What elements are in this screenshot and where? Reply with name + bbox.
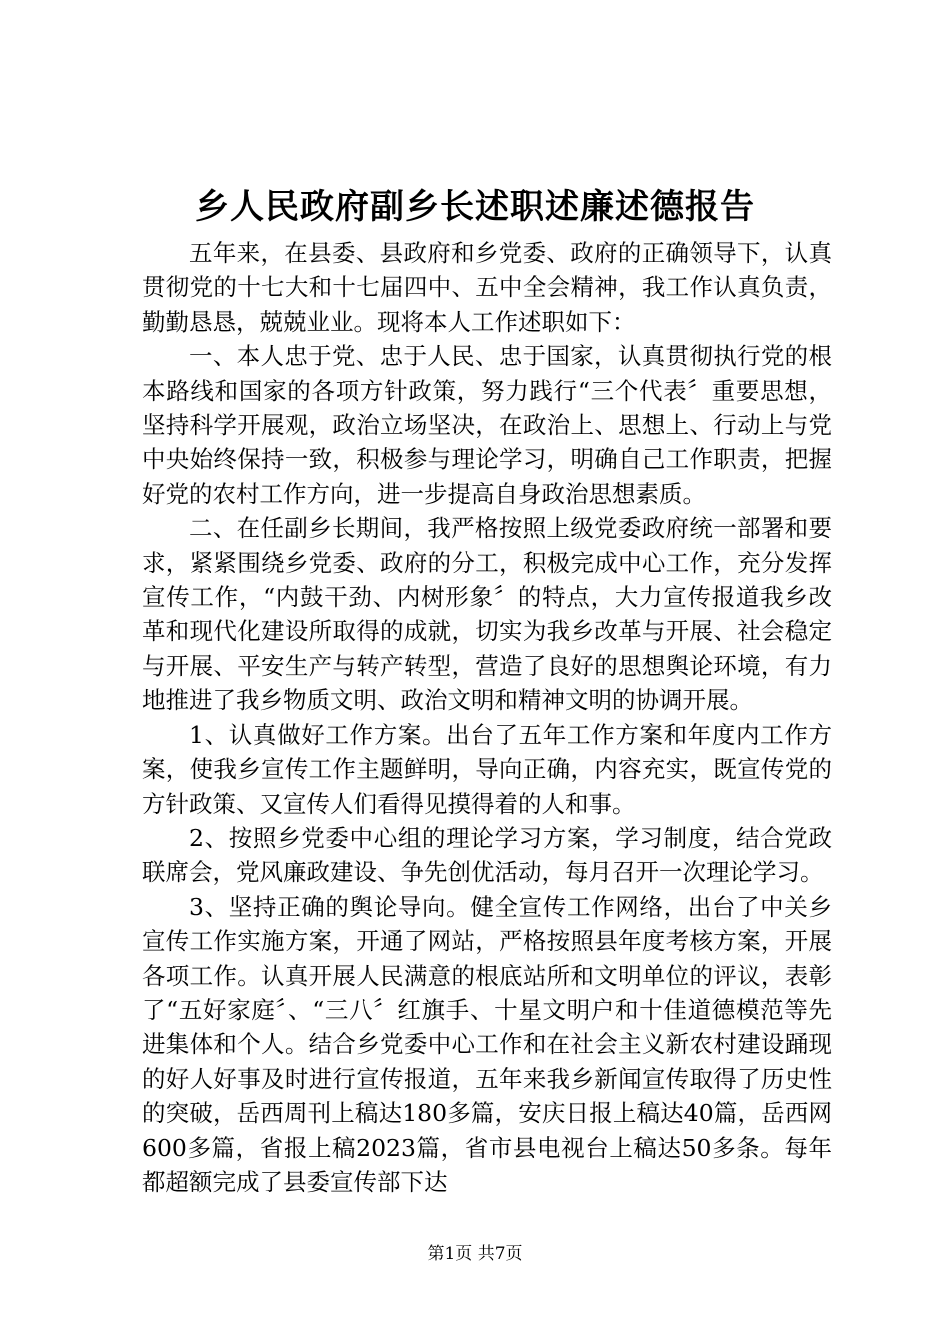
paragraph-section-2: 二、在任副乡长期间，我严格按照上级党委政府统一部署和要求，紧紧围绕乡党委、政府的分工，积极完成中心工作，充分发挥宣传工作，“内鼓干劲、内树形象〞的特点，大力宣传报道我乡改革和现代化建设所取得的成就，切实为我乡改革与开展、社会稳定与开展、平安生产与转产转型，营造了良好的思想舆论环境，有力地推进了我乡物质文明、政治文明和精神文明的协调开展。 bbox=[142, 514, 832, 715]
paragraph-item-2: 2、按照乡党委中心组的理论学习方案，学习制度，结合党政联席会，党风廉政建设、争先创优活动，每月召开一次理论学习。 bbox=[142, 823, 832, 887]
paragraph-item-1: 1、认真做好工作方案。出台了五年工作方案和年度内工作方案，使我乡宣传工作主题鲜明，导向正确，内容充实，既宣传党的方针政策、又宣传人们看得见摸得着的人和事。 bbox=[142, 720, 832, 818]
document-body bbox=[142, 236, 832, 1199]
paragraph-item-3: 3、坚持正确的舆论导向。健全宣传工作网络，出台了中关乡宣传工作实施方案，开通了网站，严格按照县年度考核方案，开展各项工作。认真开展人民满意的根底站所和文明单位的评议，表彰了“五好家庭〞、“三八〞红旗手、十星文明户和十佳道德模范等先进集体和个人。结合乡党委中心工作和在社会主义新农村建设踊现的好人好事及时进行宣传报道，五年来我乡新闻宣传取得了历史性的突破，岳西周刊上稿达180多篇，安庆日报上稿达40篇，岳西网600多篇，省报上稿2023篇，省市县电视台上稿达50多条。每年都超额完成了县委宣传部下达 bbox=[142, 892, 832, 1196]
paragraph-intro: 五年来，在县委、县政府和乡党委、政府的正确领导下，认真贯彻党的十七大和十七届四中、五中全会精神，我工作认真负责，勤勤恳恳，兢兢业业。现将本人工作述职如下： bbox=[142, 239, 832, 336]
paragraph-section-1: 一、本人忠于党、忠于人民、忠于国家，认真贯彻执行党的根本路线和国家的各项方针政策，努力践行“三个代表〞重要思想，坚持科学开展观，政治立场坚决，在政治上、思想上、行动上与党中央始终保持一致，积极参与理论学习，明确自己工作职责，把握好党的农村工作方向，进一步提高自身政治思想素质。 bbox=[142, 342, 832, 508]
document-title: 乡人民政府副乡长述职述廉述德报告 bbox=[195, 187, 755, 227]
page-number-footer: 第1页 共7页 bbox=[427, 1244, 523, 1264]
